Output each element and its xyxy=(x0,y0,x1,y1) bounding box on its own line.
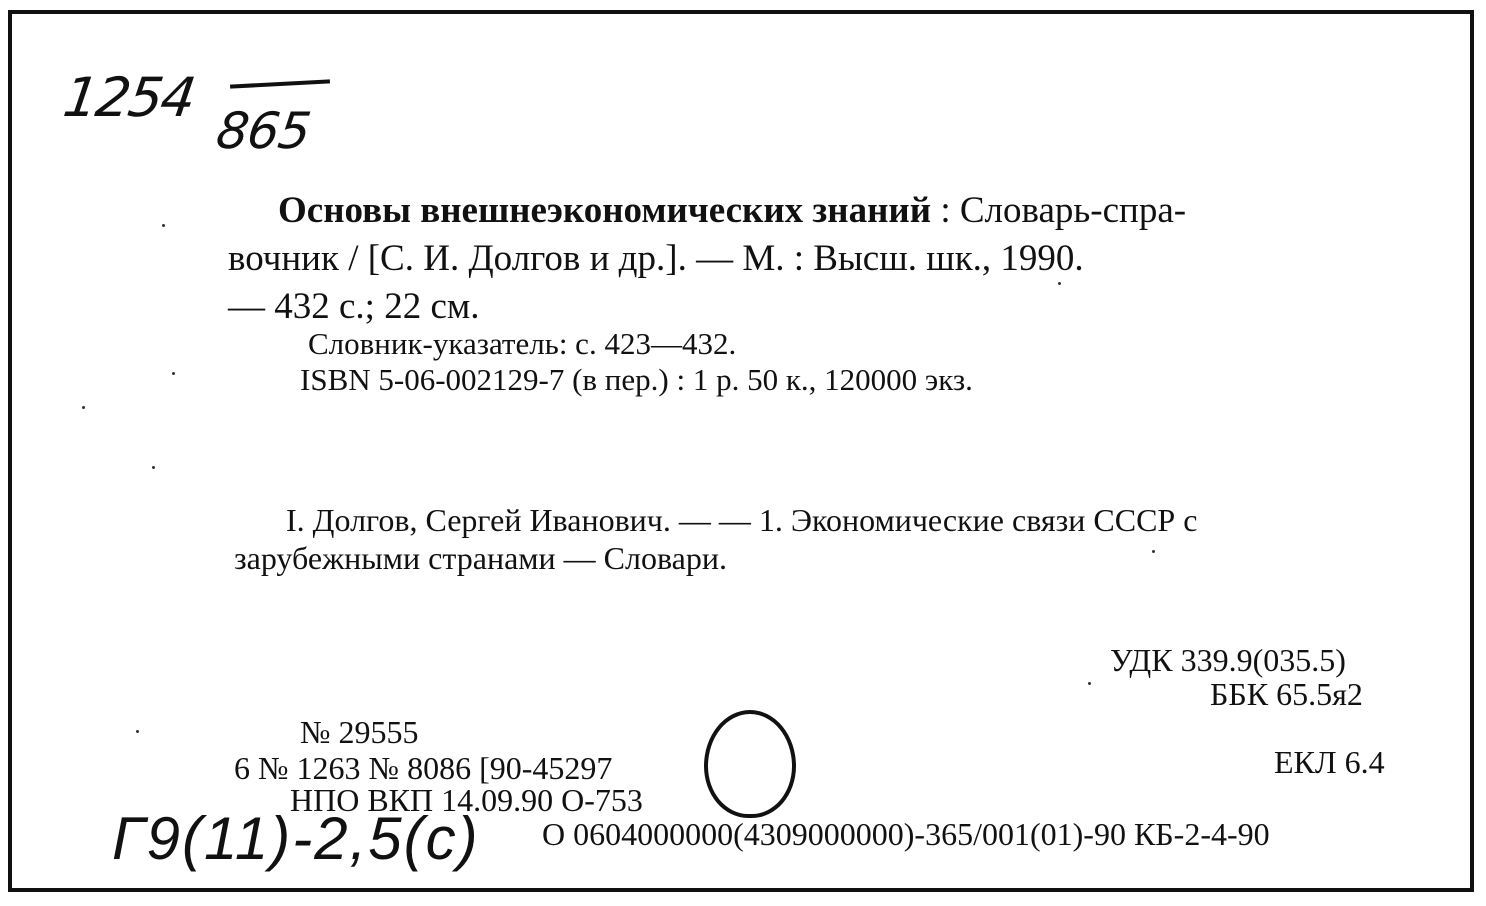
print-number: № 29555 xyxy=(300,714,419,750)
title-line-1-rest: : Словарь-спра- xyxy=(931,190,1187,231)
bbk-code: ББК 65.5я2 xyxy=(1210,676,1363,712)
tracing-line-1: I. Долгов, Сергей Иванович. — — 1. Экономические связи СССР с xyxy=(286,502,1198,538)
scan-speck xyxy=(172,372,175,375)
scan-speck xyxy=(82,406,85,409)
tracing-line-2: зарубежными странами — Словари. xyxy=(234,540,727,576)
isbn-note: ISBN 5-06-002129-7 (в пер.) : 1 р. 50 к., 120000 экз. xyxy=(300,362,973,397)
inventory-fraction-bar xyxy=(230,79,330,88)
ekl-code: ЕКЛ 6.4 xyxy=(1274,744,1385,780)
publisher-code: О 0604000000(4309000000)-365/001(01)-90 КБ-2-4-90 xyxy=(542,816,1270,852)
udk-code: УДК 339.9(035.5) xyxy=(1110,642,1346,678)
scan-speck xyxy=(1088,682,1091,685)
title-line-1 xyxy=(278,186,1186,235)
index-note: Словник-указатель: с. 423—432. xyxy=(308,326,737,361)
print-info-line-2: 6 № 1263 № 8086 [90-45297 xyxy=(234,750,613,786)
inventory-number-bottom: 865 xyxy=(212,102,314,160)
title-line-3: — 432 с.; 22 см. xyxy=(228,286,480,327)
stamp-mark xyxy=(704,710,796,818)
scan-speck xyxy=(136,730,139,733)
title-line-2: вочник / [С. И. Долгов и др.]. — М. : Высш. шк., 1990. xyxy=(228,238,1084,279)
inventory-number-top: 1254 xyxy=(59,66,198,129)
book-title: Основы внешнеэкономических знаний xyxy=(278,190,932,231)
handwritten-shelf-code: Г9(11)-2,5(с) xyxy=(112,805,480,872)
scan-speck xyxy=(1058,282,1061,285)
print-info-line-3: НПО ВКП 14.09.90 О-753 xyxy=(290,782,643,818)
scan-speck xyxy=(162,224,165,227)
scan-speck xyxy=(152,466,155,469)
catalog-card xyxy=(8,10,1474,892)
scan-speck xyxy=(1152,550,1155,553)
